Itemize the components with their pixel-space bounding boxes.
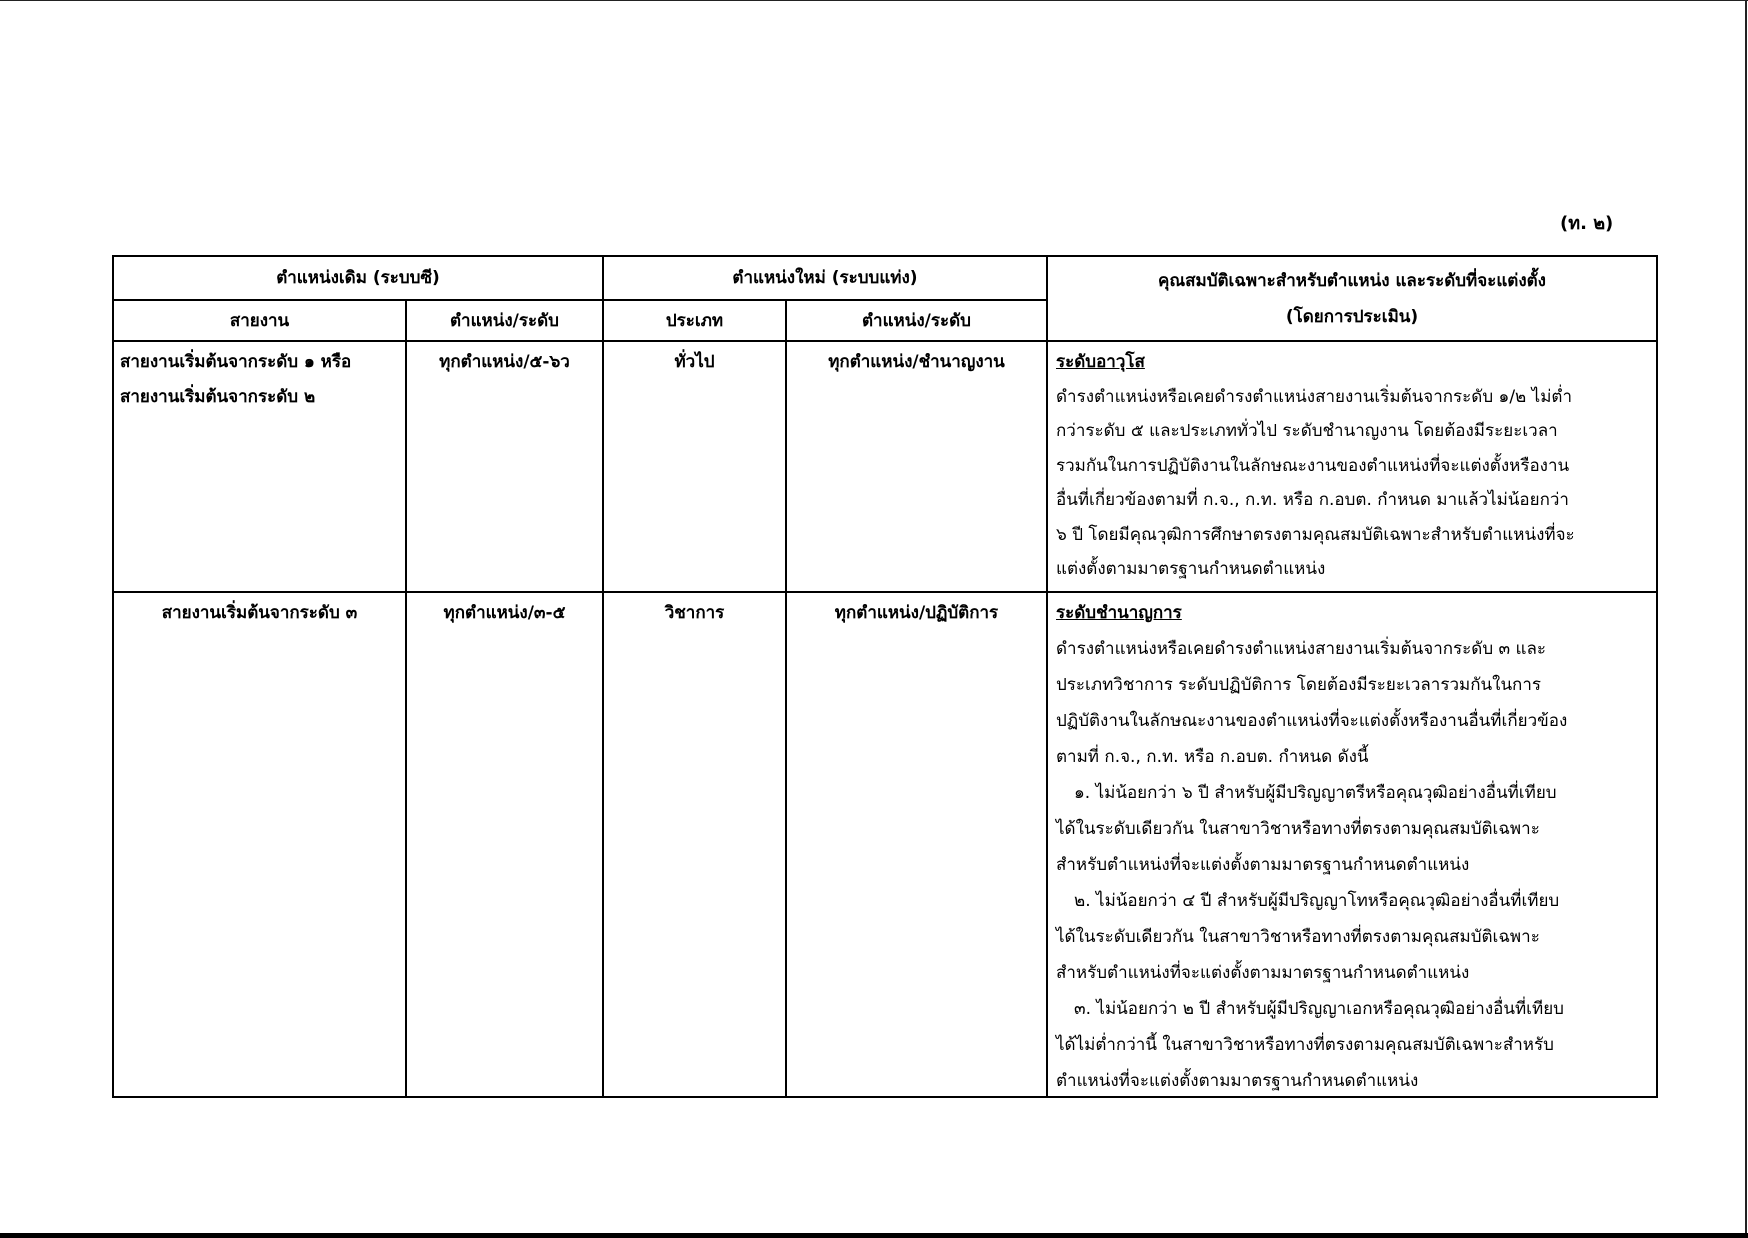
row1-line-of-work bbox=[120, 345, 403, 414]
col-divider bbox=[785, 299, 787, 1096]
document-number: (ท. ๒) bbox=[1560, 213, 1614, 234]
row2-qual-title: ระดับชำนาญการ bbox=[1056, 603, 1182, 623]
subheader-new-level: ตำแหน่ง/ระดับ bbox=[862, 310, 971, 331]
col-divider bbox=[602, 257, 604, 1096]
row1-line-of-work-line: สายงานเริ่มต้นจากระดับ ๒ bbox=[120, 386, 316, 407]
header-new-position: ตำแหน่งใหม่ (ระบบแท่ง) bbox=[732, 268, 918, 288]
qual-line: ตามที่ ก.จ., ก.ท. หรือ ก.อบต. กำหนด ดังนี้ bbox=[1056, 747, 1369, 767]
row2-new-level: ทุกตำแหน่ง/ปฏิบัติการ bbox=[834, 603, 999, 623]
header-qualifications bbox=[1048, 257, 1656, 340]
row1-qualifications bbox=[1056, 345, 1652, 587]
qual-item-3: ๓. ไม่น้อยกว่า ๒ ปี สำหรับผู้มีปริญญาเอกหรือคุณวุฒิอย่างอื่นที่เทียบ bbox=[1074, 999, 1564, 1019]
row-divider bbox=[114, 591, 1656, 593]
subheader-old-level: ตำแหน่ง/ระดับ bbox=[450, 310, 559, 331]
qual-line: ได้ในระดับเดียวกัน ในสาขาวิชาหรือทางที่ตรงตามคุณสมบัติเฉพาะ bbox=[1056, 927, 1540, 947]
qual-item-1: ๑. ไม่น้อยกว่า ๖ ปี สำหรับผู้มีปริญญาตรีหรือคุณวุฒิอย่างอื่นที่เทียบ bbox=[1074, 783, 1557, 803]
row1-type: ทั่วไป bbox=[674, 352, 715, 372]
qual-line: แต่งตั้งตามมาตรฐานกำหนดตำแหน่ง bbox=[1056, 559, 1326, 579]
qual-line: ได้ไม่ต่ำกว่านี้ ในสาขาวิชาหรือทางที่ตรงตามคุณสมบัติเฉพาะสำหรับ bbox=[1056, 1035, 1554, 1055]
qual-line: ได้ในระดับเดียวกัน ในสาขาวิชาหรือทางที่ตรงตามคุณสมบัติเฉพาะ bbox=[1056, 819, 1540, 839]
row2-qualifications bbox=[1056, 595, 1652, 1099]
row2-old-level: ทุกตำแหน่ง/๓-๕ bbox=[443, 603, 566, 623]
page-top-edge bbox=[0, 0, 1748, 1]
row1-line-of-work-line: สายงานเริ่มต้นจากระดับ ๑ หรือ bbox=[120, 352, 352, 372]
qual-item-2: ๒. ไม่น้อยกว่า ๔ ปี สำหรับผู้มีปริญญาโทหรือคุณวุฒิอย่างอื่นที่เทียบ bbox=[1074, 891, 1560, 911]
qual-line: ดำรงตำแหน่งหรือเคยดำรงตำแหน่งสายงานเริ่มต้นจากระดับ ๓ และ bbox=[1056, 639, 1547, 659]
row1-qual-title: ระดับอาวุโส bbox=[1056, 352, 1145, 372]
row1-new-level: ทุกตำแหน่ง/ชำนาญงาน bbox=[828, 352, 1005, 372]
row1-old-level: ทุกตำแหน่ง/๕-๖ว bbox=[439, 352, 570, 372]
page-bottom-edge bbox=[0, 1233, 1748, 1238]
header-old-position: ตำแหน่งเดิม (ระบบซี) bbox=[276, 268, 440, 288]
subheader-type: ประเภท bbox=[665, 310, 724, 331]
qual-line: ประเภทวิชาการ ระดับปฏิบัติการ โดยต้องมีระยะเวลารวมกันในการ bbox=[1056, 675, 1542, 695]
qual-line: กว่าระดับ ๕ และประเภททั่วไป ระดับชำนาญงาน โดยต้องมีระยะเวลา bbox=[1056, 421, 1558, 441]
header-bottom-line bbox=[114, 340, 1656, 342]
qual-line: สำหรับตำแหน่งที่จะแต่งตั้งตามมาตรฐานกำหนดตำแหน่ง bbox=[1056, 963, 1470, 983]
qual-line: ตำแหน่งที่จะแต่งตั้งตามมาตรฐานกำหนดตำแหน่ง bbox=[1056, 1071, 1419, 1091]
qual-line: ดำรงตำแหน่งหรือเคยดำรงตำแหน่งสายงานเริ่มต้นจากระดับ ๑/๒ ไม่ต่ำ bbox=[1056, 386, 1572, 407]
col-divider bbox=[1046, 257, 1048, 1096]
col-divider bbox=[405, 299, 407, 1096]
qual-line: อื่นที่เกี่ยวข้องตามที่ ก.จ., ก.ท. หรือ ก.อบต. กำหนด มาแล้วไม่น้อยกว่า bbox=[1056, 490, 1569, 510]
qual-line: สำหรับตำแหน่งที่จะแต่งตั้งตามมาตรฐานกำหนดตำแหน่ง bbox=[1056, 855, 1470, 875]
qual-line: ปฏิบัติงานในลักษณะงานของตำแหน่งที่จะแต่งตั้งหรืองานอื่นที่เกี่ยวข้อง bbox=[1056, 711, 1568, 731]
row2-type: วิชาการ bbox=[664, 603, 725, 623]
qual-line: ๖ ปี โดยมีคุณวุฒิการศึกษาตรงตามคุณสมบัติเฉพาะสำหรับตำแหน่งที่จะ bbox=[1056, 524, 1575, 545]
page-right-edge bbox=[1745, 0, 1747, 1238]
qual-line: รวมกันในการปฏิบัติงานในลักษณะงานของตำแหน่งที่จะแต่งตั้งหรืองาน bbox=[1056, 455, 1570, 476]
header-qualifications-line1: คุณสมบัติเฉพาะสำหรับตำแหน่ง และระดับที่จะแต่งตั้ง bbox=[1157, 270, 1546, 291]
qualification-table bbox=[112, 255, 1658, 1098]
subheader-line-of-work: สายงาน bbox=[229, 310, 290, 331]
row2-line-of-work: สายงานเริ่มต้นจากระดับ ๓ bbox=[161, 603, 358, 623]
header-qualifications-line2: (โดยการประเมิน) bbox=[1285, 306, 1419, 327]
